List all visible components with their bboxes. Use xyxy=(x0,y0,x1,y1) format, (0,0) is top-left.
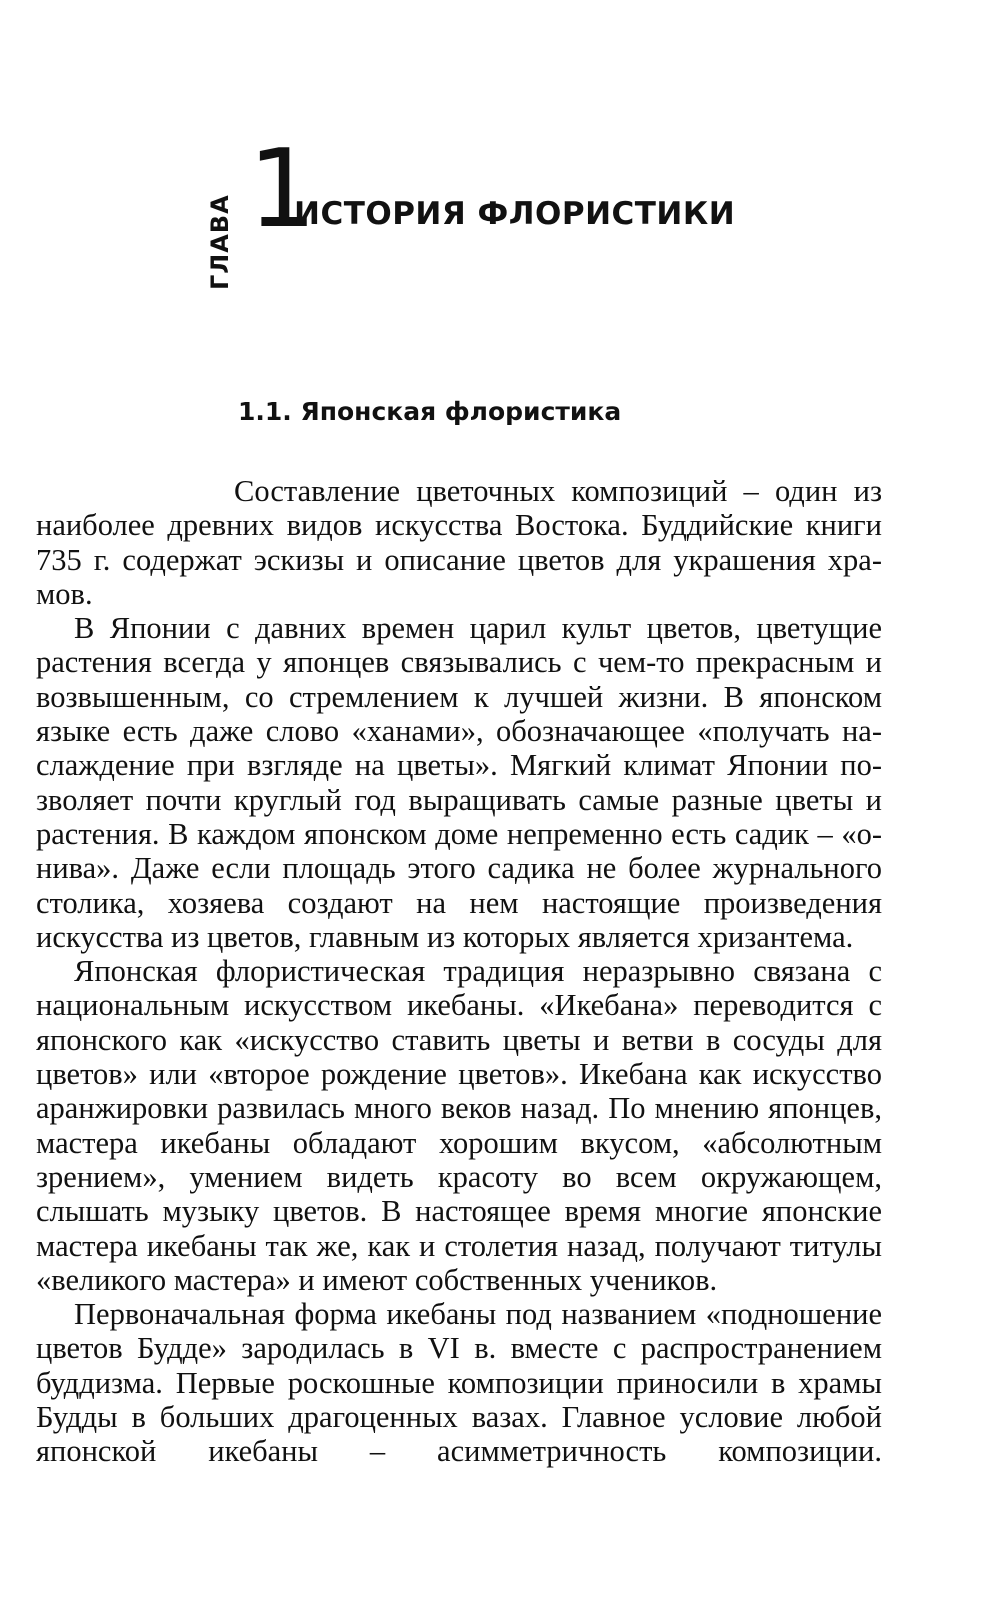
chapter-title: ИСТОРИЯ ФЛОРИСТИКИ xyxy=(294,196,736,232)
chapter-number: 1 xyxy=(248,127,317,252)
chapter-label: ГЛАВА xyxy=(206,194,234,290)
chapter-heading xyxy=(206,127,772,290)
section-title: 1.1. Японская флористика xyxy=(238,397,622,426)
paragraph: Первоначальная форма икебаны под названием «подношение цветов Будде» зародилась в VI в. вместе с распространением буддизма. Первые роскошные композиции приносили в храмы Будды в больших драгоценных вазах. Главное условие любой японской икебаны – асимметричность композиции. xyxy=(36,1297,882,1469)
paragraph: Японская флористическая традиция неразрывно связана с национальным искусством икебаны. «Икебана» переводится с японского как «искусство ставить цветы и ветви в сосуды для цветов» или «второе рождение цветов». Икебана как искусство аранжировки развилась много веков назад. По мнению японцев, мастера икебаны обладают хорошим вкусом, «абсолютным зрением», умением видеть красоту во всем окружающем, слышать музыку цветов. В настоящее время многие японские мастера икебаны так же, как и столетия назад, получают титулы «великого мастера» и имеют собственных учеников. xyxy=(36,954,882,1297)
body-text xyxy=(36,474,882,1469)
paragraph: В Японии с давних времен царил культ цветов, цветущие растения всегда у японцев связывались с чем-то прекрасным и возвышенным, со стремлением к лучшей жизни. В японском языке есть даже слово «ханами», обозначающее «получать наслаждение при взгляде на цветы». Мягкий климат Японии позволяет почти круглый год выращивать самые разные цветы и растения. В каждом японском доме непременно есть садик – «о-нива». Даже если площадь этого садика не более журнального столика, хозяева создают на нем настоящие произведения искусства из цветов, главным из которых является хризантема. xyxy=(36,611,882,954)
paragraph: Составление цветочных композиций – один из наиболее древних видов искусства Востока. Буддийские книги 735 г. содержат эскизы и описание цветов для украшения храмов. xyxy=(36,474,882,611)
